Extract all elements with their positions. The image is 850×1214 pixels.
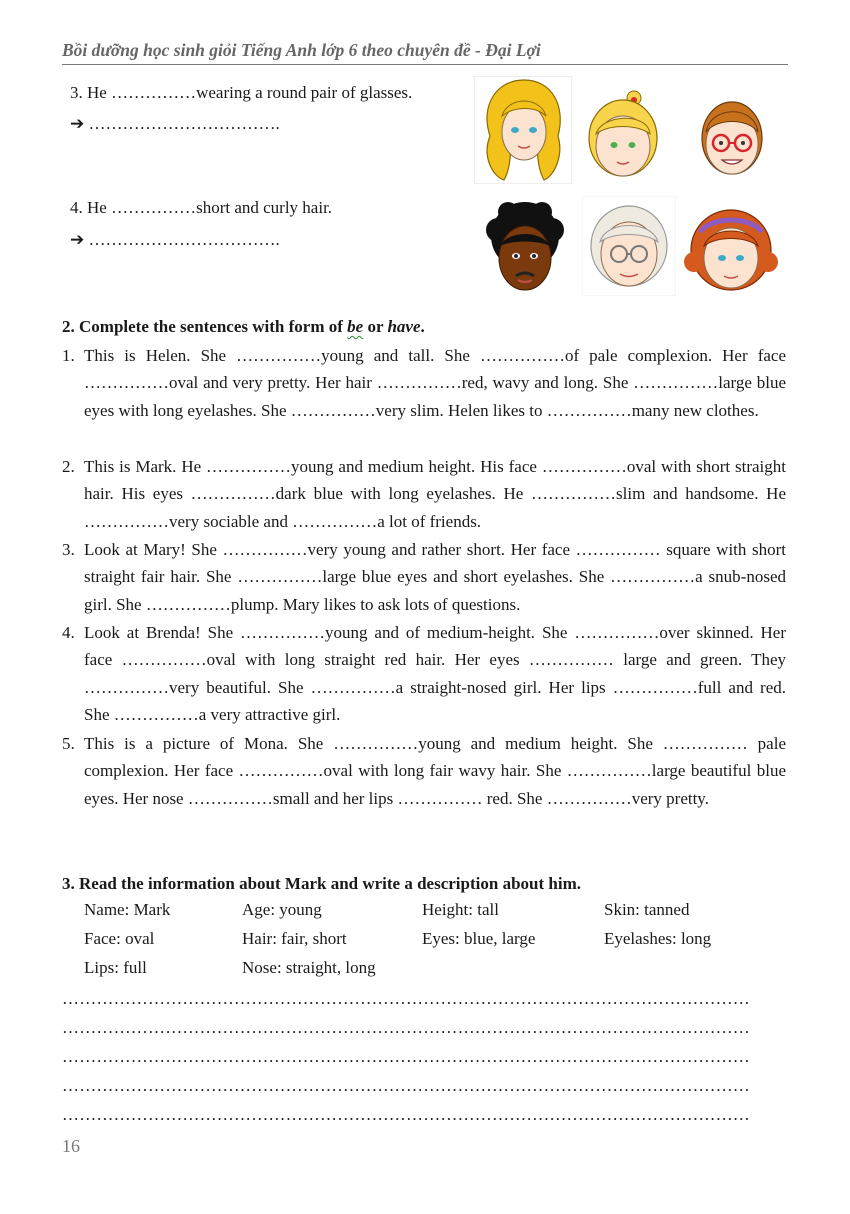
section-2-title-connector: or [363,317,388,336]
red-hair-girl-with-headband-face-icon [684,202,778,296]
info-cell: Face: oval [84,929,155,948]
faces-row-2 [478,196,784,298]
info-cell: Lips: full [84,958,147,977]
info-cell: Height: tall [422,900,499,919]
section-2-title-text: 2. Complete the sentences with form of [62,317,348,336]
exercise-3 [62,536,786,618]
page-number: 16 [62,1136,80,1156]
info-cell: Age: young [242,900,322,919]
info-cell: Name: Mark [84,900,171,919]
exercise-number: 3. [62,540,75,559]
writing-line[interactable]: ………………………………………………………………………………………………………… [62,989,750,1008]
answer-line-4 [70,229,280,251]
curly-hair-man-face-icon [478,200,572,296]
exercise-text: Look at Mary! She ……………very young and rather short. Her face …………… square with short straight fair hair. She ……………large blue eyes and short eyelashes. She ……………a snub-nosed girl. She ……………plump. Mary likes to ask lots of questions. [84,540,786,614]
verb-be: be [347,317,364,336]
exercise-number: 5. [62,734,75,753]
exercise-4 [62,619,786,729]
section-2-title-period: . [420,317,425,336]
section-2-title [62,316,425,338]
arrow-icon: ➔ [70,230,85,249]
exercise-text: This is Helen. She ……………young and tall. She ……………of pale complexion. Her face ……………oval and very pretty. Her hair ……………red, wavy and long. She ……………large blue eyes with long eyelashes. She ……………very slim. Helen likes to ……………many new clothes. [84,346,786,420]
question-4: 4. He ……………short and curly hair. [70,198,333,217]
exercise-5 [62,730,786,812]
info-cell: Skin: tanned [604,900,690,919]
exercise-text: Look at Brenda! She ……………young and of medium-height. She ……………over skinned. Her face ……………oval with long straight red hair. Her eyes …………… large and green. They ……………very beautiful. She ……………a straight-nosed girl. Her lips ……………full and red. She ……………a very attractive girl. [84,623,786,725]
writing-line[interactable]: ………………………………………………………………………………………………………… [62,1105,750,1124]
faces-row-1 [474,76,784,186]
blonde-ponytail-girl-face-icon [578,88,668,180]
info-cell: Eyes: blue, large [422,929,536,948]
exercise-1 [62,342,786,424]
exercise-number: 1. [62,346,75,365]
exercise-number: 4. [62,623,75,642]
exercise-2 [62,453,786,535]
page-header: Bồi dưỡng học sinh giỏi Tiếng Anh lớp 6 theo chuyên đề - Đại Lợi [62,38,788,65]
writing-line[interactable]: ………………………………………………………………………………………………………… [62,1047,750,1066]
writing-line[interactable]: ………………………………………………………………………………………………………… [62,1018,750,1037]
answer-blank: ……………………………. [88,114,280,133]
info-cell: Nose: straight, long [242,958,376,977]
question-3: 3. He ……………wearing a round pair of glasses. [70,83,413,102]
exercise-text: This is a picture of Mona. She ……………young and medium height. She …………… pale complexion. Her face ……………oval with long fair wavy hair. She ……………large beautiful blue eyes. Her nose ……………small and her lips …………… red. She ……………very pretty. [84,734,786,808]
exercise-number: 2. [62,457,75,476]
boy-with-glasses-face-icon [692,88,772,180]
verb-have: have [387,317,421,336]
info-cell: Hair: fair, short [242,929,347,948]
blonde-curly-girl-face-icon [474,76,572,184]
old-woman-with-glasses-face-icon [582,196,676,296]
answer-blank: ……………………………. [88,230,280,249]
exercise-text: This is Mark. He ……………young and medium height. His face ……………oval with short straight hair. His eyes ……………dark blue with long eyelashes. He ……………slim and handsome. He ……………very sociable and ……………a lot of friends. [84,457,786,531]
arrow-icon: ➔ [70,114,85,133]
writing-line[interactable]: ………………………………………………………………………………………………………… [62,1076,750,1095]
mark-info-table [84,900,764,990]
info-cell: Eyelashes: long [604,929,712,948]
section-3-title: 3. Read the information about Mark and write a description about him. [62,874,581,893]
answer-line-3 [70,113,280,135]
